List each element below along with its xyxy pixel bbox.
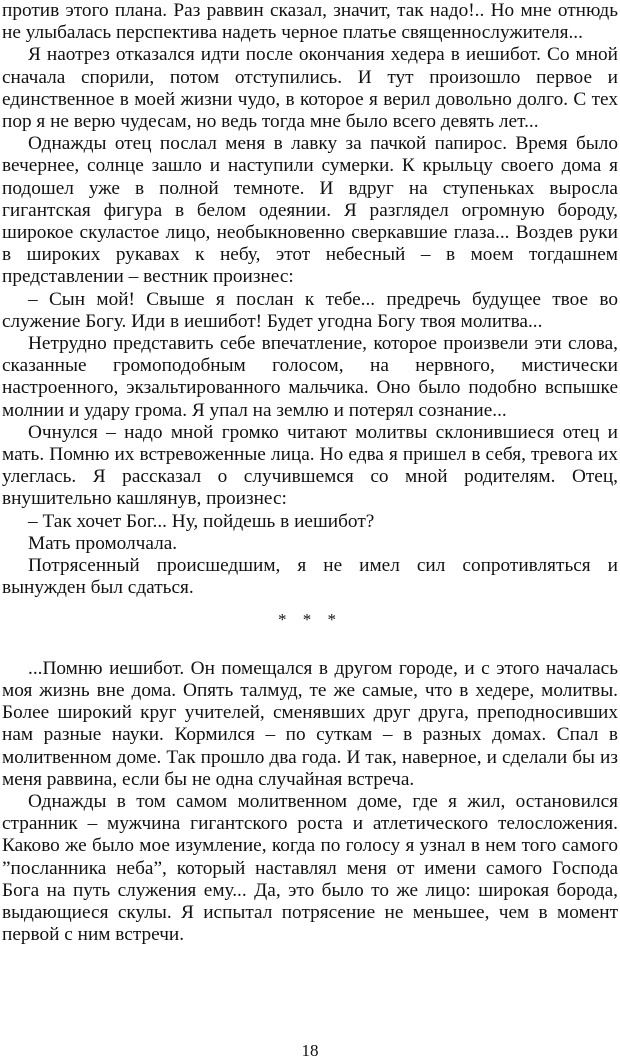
paragraph: Я наотрез отказался идти после окончания хедера в иешибот. Со мной сначала спорили, потом отступились. И тут произошло первое и единственное в моей жизни чудо, в которое я верил довольно долго. С тех пор я не верю чудесам, но ведь тогда мне было всего девять лет... [2, 44, 618, 133]
paragraph: Очнулся – надо мной громко читают молитвы склонившиеся отец и мать. Помню их встревоженные лица. Но едва я пришел в себя, тревога их улеглась. Я рассказал о случившемся со мной родителям. Отец, внушительно кашлянув, произнес: [2, 421, 618, 510]
dialog-line: – Сын мой! Свыше я послан к тебе... предречь будущее твое во служение Богу. Иди в иешибот! Будет угодна Богу твоя молитва... [2, 288, 618, 332]
book-page [2, 0, 618, 1063]
page-number: 18 [301, 1041, 319, 1060]
text-bottom [2, 658, 618, 947]
paragraph: против этого плана. Раз раввин сказал, значит, так надо!.. Но мне отнюдь не улыбалась перспектива надеть черное платье священнослужителя... [2, 0, 618, 44]
paragraph: Мать промолчала. [28, 532, 178, 554]
dialog-line: – Так хочет Бог... Ну, пойдешь в иешибот? [28, 510, 375, 532]
section-separator: * * * [278, 610, 342, 630]
paragraph: Нетрудно представить себе впечатление, которое произвели эти слова, сказанные громоподобным голосом, на нервного, мистически настроенного, экзальтированного мальчика. Оно было подобно вспышке молнии и удару грома. Я упал на землю и потерял сознание... [2, 333, 618, 421]
paragraph: ...Помню иешибот. Он помещался в другом городе, и с этого началась моя жизнь вне дома. Опять талмуд, те же самые, что в хедере, молитвы. Более широкий круг учителей, сменявших друг друга, преподносивших нам разные науки. Кормился – по суткам – в разных домах. Спал в молитвенном доме. Так прошло два года. И так, наверное, и сделали бы из меня раввина, если бы не одна случайная встреча. [2, 657, 618, 790]
paragraph: Потрясенный происшедшим, я не имел сил сопротивляться и вынужден был сдаться. [2, 555, 618, 599]
paragraph: Однажды отец послал меня в лавку за пачкой папирос. Время было вечернее, солнце зашло и наступили сумерки. К крыльцу своего дома я подошел уже в полной темноте. И вдруг на ступеньках выросла гигантская фигура в белом одеянии. Я разглядел огромную бороду, широкое скуластое лицо, необыкновенно сверкавшие глаза... Воздев руки в широких рукавах к небу, этот небесный – в моем тогдашнем представлении – вестник произнес: [2, 133, 618, 288]
paragraph: Однажды в том самом молитвенном доме, где я жил, остановился странник – мужчина гигантского роста и атлетического телосложения. Каково же было мое изумление, когда по голосу я узнал в нем того самого ”посланника неба”, который наставлял меня от имени самого Господа Бога на путь служения ему... Да, это было то же лицо: широкая борода, выдающиеся скулы. Я испытал потрясение не меньшее, чем в момент первой с ним встречи. [2, 790, 618, 946]
text-top [2, 0, 618, 599]
